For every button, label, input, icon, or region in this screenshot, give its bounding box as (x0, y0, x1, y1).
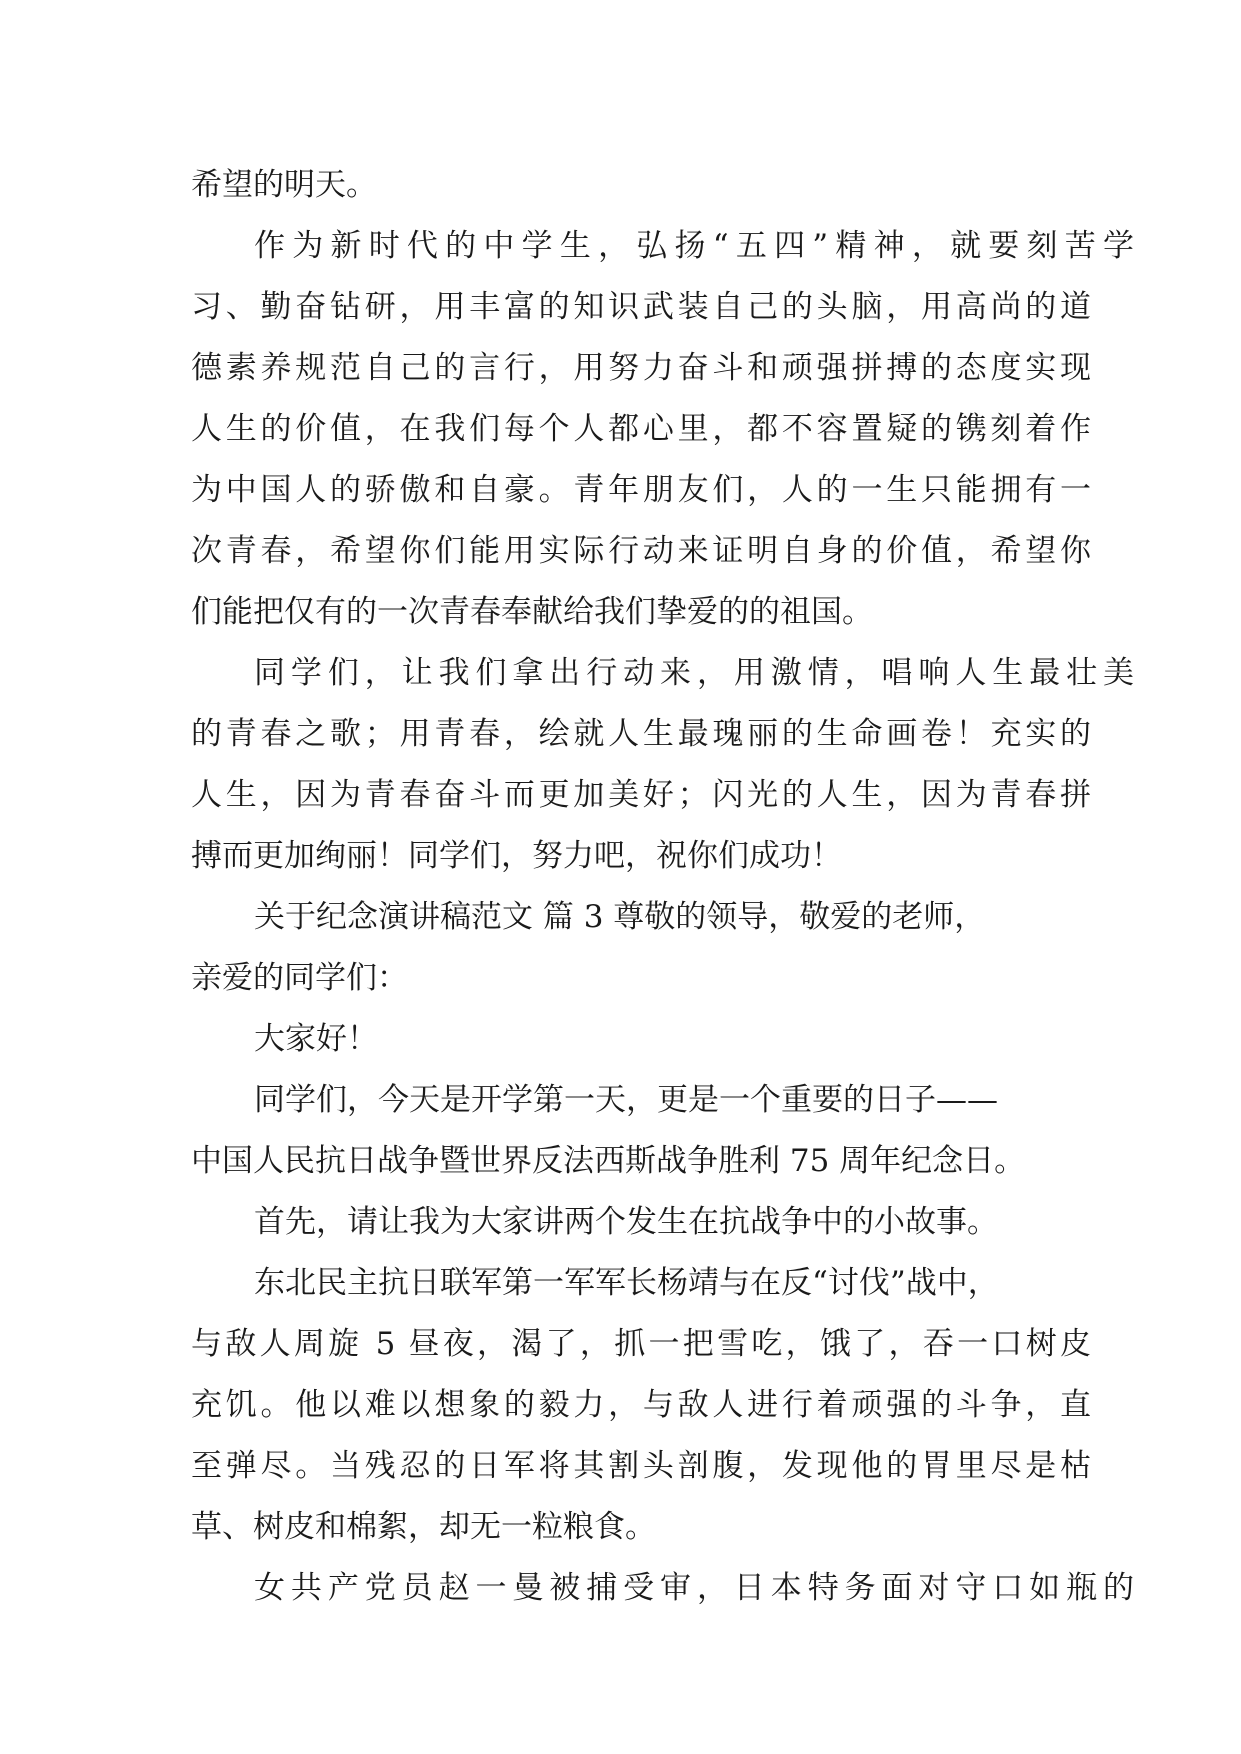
text-line: 人生的价值，在我们每个人都心里，都不容置疑的镌刻着作 (191, 411, 1091, 447)
text-line: 人生，因为青春奋斗而更加美好；闪光的人生，因为青春拼 (191, 777, 1091, 813)
text-line: 为中国人的骄傲和自豪。青年朋友们，人的一生只能拥有一 (191, 472, 1091, 508)
paragraph-start: 女共产党员赵一曼被捕受审，日本特务面对守口如瓶的 (254, 1570, 1134, 1606)
paragraph-start: 同学们，今天是开学第一天，更是一个重要的日子—— (254, 1082, 998, 1118)
text-line: 的青春之歌；用青春，绘就人生最瑰丽的生命画卷！充实的 (191, 716, 1091, 752)
text-line: 们能把仅有的一次青春奉献给我们挚爱的的祖国。 (191, 594, 873, 630)
text-line: 草、树皮和棉絮，却无一粒粮食。 (191, 1509, 656, 1545)
text-line: 中国人民抗日战争暨世界反法西斯战争胜利 75 周年纪念日。 (191, 1143, 1026, 1179)
text-line: 德素养规范自己的言行，用努力奋斗和顽强拼搏的态度实现 (191, 350, 1091, 386)
text-line: 亲爱的同学们： (191, 960, 408, 996)
paragraph-start: 作为新时代的中学生，弘扬“五四”精神，就要刻苦学 (254, 228, 1134, 264)
paragraph-start: 东北民主抗日联军第一军军长杨靖与在反“讨伐”战中， (254, 1265, 999, 1301)
text-line: 希望的明天。 (191, 167, 377, 203)
text-line: 与敌人周旋 5 昼夜，渴了，抓一把雪吃，饿了，吞一口树皮 (191, 1326, 1091, 1362)
greeting: 大家好！ (254, 1021, 378, 1057)
paragraph-start: 首先，请让我为大家讲两个发生在抗战争中的小故事。 (254, 1204, 998, 1240)
text-line: 充饥。他以难以想象的毅力，与敌人进行着顽强的斗争，直 (191, 1387, 1091, 1423)
text-line: 至弹尽。当残忍的日军将其割头剖腹，发现他的胃里尽是枯 (191, 1448, 1091, 1484)
paragraph-start: 同学们，让我们拿出行动来，用激情，唱响人生最壮美 (254, 655, 1134, 691)
text-line: 搏而更加绚丽！同学们，努力吧，祝你们成功！ (191, 838, 842, 874)
text-line: 习、勤奋钻研，用丰富的知识武装自己的头脑，用高尚的道 (191, 289, 1091, 325)
section-heading: 关于纪念演讲稿范文 篇 3 尊敬的领导，敬爱的老师， (254, 899, 986, 935)
text-line: 次青春，希望你们能用实际行动来证明自身的价值，希望你 (191, 533, 1091, 569)
